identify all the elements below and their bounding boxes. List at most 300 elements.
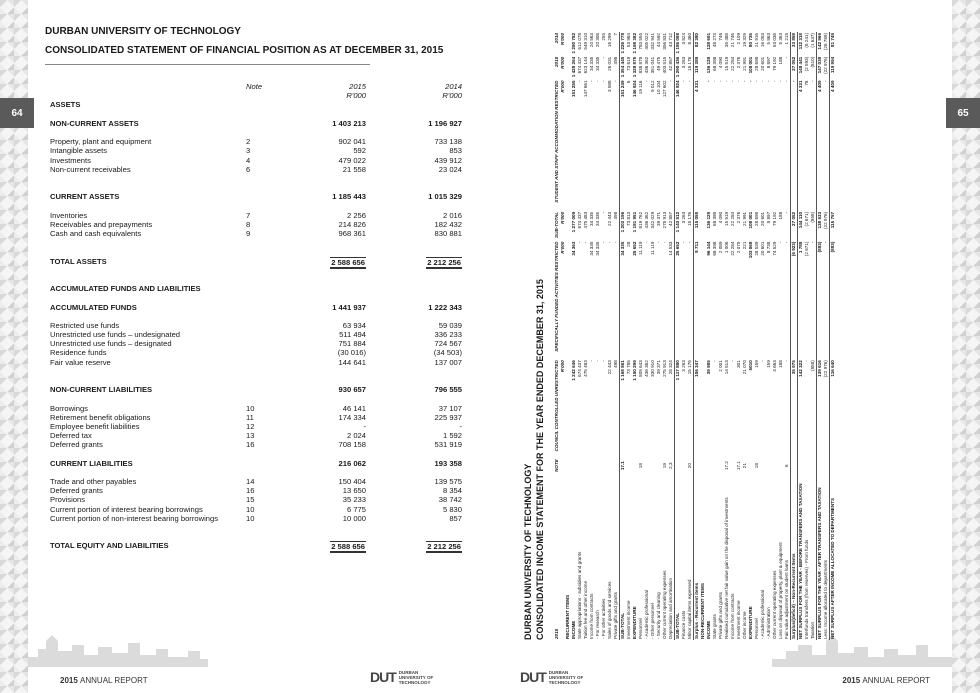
income-line-value xyxy=(830,458,837,474)
line-item-row xyxy=(50,477,462,486)
income-line-value: 53 036 xyxy=(772,33,777,48)
income-line-value: 96 144 xyxy=(706,241,711,256)
income-line-value: 674 437 xyxy=(577,56,582,74)
line-item-row xyxy=(50,459,462,468)
income-line-value: 20 563 xyxy=(589,33,594,48)
line-item-row xyxy=(50,440,462,449)
value-2015: 6 775 xyxy=(346,504,366,514)
line-item-label: TOTAL ASSETS xyxy=(50,256,107,266)
line-item-row xyxy=(50,431,462,440)
income-line-value: 498 xyxy=(613,211,618,220)
income-line-value: 136 129 xyxy=(706,211,711,229)
income-line-value: 1 226 778 xyxy=(620,32,627,56)
year-2015-header: 2015 xyxy=(349,82,366,91)
income-line-value: 44 592 xyxy=(656,33,661,48)
income-line-value: 783 555 xyxy=(638,33,643,50)
line-item-label: Current portion of non-interest bearing borrowings xyxy=(50,513,218,523)
value-2014: 1 015 329 xyxy=(428,192,462,202)
income-line-value xyxy=(791,458,798,474)
line-item-label: Current portion of interest bearing borrowings xyxy=(50,504,203,514)
income-line-value: - xyxy=(681,80,686,83)
income-col-header: NOTE xyxy=(554,459,559,473)
income-line-value: 1 006 xyxy=(724,241,729,254)
income-line-value: 73 785 xyxy=(626,360,631,375)
income-line-value: - xyxy=(730,80,735,83)
spacer-row xyxy=(50,312,462,321)
income-line-value: 15 519 xyxy=(724,211,729,226)
income-unit-header: R'000 xyxy=(560,241,565,254)
income-line-value: 15 519 xyxy=(724,56,729,71)
income-line-value: (6 923) xyxy=(791,241,798,360)
value-2015: 2 256 xyxy=(346,210,366,220)
value-2014: (34 503) xyxy=(433,348,462,358)
income-line-value: 2 376 xyxy=(736,56,741,69)
income-line-value: 35 488 xyxy=(724,33,729,48)
income-line-value: 15 176 xyxy=(687,211,692,226)
income-line-value: - xyxy=(668,80,673,83)
income-line-value: 34 335 xyxy=(589,56,594,71)
spacer-row xyxy=(50,394,462,403)
income-line-value: 115 058 xyxy=(694,211,701,241)
income-line-value: 34 335 xyxy=(595,211,600,226)
value-2015: 150 404 xyxy=(338,477,366,487)
income-line-label: Private gifts and grants xyxy=(718,592,723,639)
line-item-row xyxy=(50,358,462,367)
income-line-value: 746 xyxy=(718,33,723,41)
line-item-label: Inventories xyxy=(50,210,88,220)
income-line-value: 25 652 xyxy=(632,241,637,256)
line-item-row xyxy=(50,220,462,229)
income-col-header: COUNCIL CONTROLLED UNRESTRICTED xyxy=(554,360,559,452)
income-line-value: 35 975 xyxy=(791,359,798,458)
income-line-value: 4 331 xyxy=(798,80,805,211)
income-line-value: 1 277 009 xyxy=(571,211,576,233)
line-item-label: Borrowings xyxy=(50,403,88,413)
line-item-label: Deferred grants xyxy=(50,486,103,496)
income-line-value: 159 xyxy=(754,360,759,368)
income-line-value: 3 588 xyxy=(607,80,612,92)
income-line-value: 549 310 xyxy=(583,33,588,50)
financial-position-table xyxy=(50,82,462,551)
dut-logo-left: DUT DURBAN UNIVERSITY OF TECHNOLOGY xyxy=(370,669,434,685)
income-line-label: State appropriations - subsidies and grants xyxy=(577,551,582,639)
income-line-value: 19 329 xyxy=(742,33,747,48)
income-line-value: 22 443 xyxy=(607,360,612,375)
value-2015: 592 xyxy=(353,146,366,156)
income-line-label: Finance costs xyxy=(681,610,686,639)
income-line-value: 73 813 xyxy=(626,211,631,226)
income-line-label: Other income xyxy=(742,611,747,639)
income-line-value: 2,3 xyxy=(668,462,673,469)
income-line-value: 15 176 xyxy=(687,56,692,71)
line-item-row xyxy=(50,339,462,348)
income-unit-header: R'000 xyxy=(560,80,565,93)
income-line-label: RECURRENT ITEMS xyxy=(565,594,570,639)
income-line-value: - xyxy=(778,80,783,83)
line-item-label: Deferred grants xyxy=(50,440,103,450)
value-2015: 511 494 xyxy=(339,330,366,340)
income-line-value: 112 318 xyxy=(798,32,805,56)
income-line-value: - xyxy=(583,241,588,244)
value-2015: - xyxy=(363,421,366,431)
page-number-tab-right: 65 xyxy=(946,98,980,128)
income-line-value: 1 242 646 xyxy=(571,360,576,381)
income-line-label: Surplus/(deficit) – Non-Recurrent Items xyxy=(791,473,798,640)
income-line-value: - xyxy=(724,80,729,83)
income-line-value: - xyxy=(601,80,606,83)
line-item-row xyxy=(50,229,462,238)
income-line-label: EXPENDITURE xyxy=(632,606,637,639)
income-col-header: STUDENT AND STAFF ACCOMMODATION RESTRICTED xyxy=(554,80,559,203)
value-2015: 35 233 xyxy=(342,495,366,505)
line-item-row xyxy=(50,211,462,220)
income-line-value: 49 475 xyxy=(656,56,661,71)
line-item-row xyxy=(50,192,462,201)
line-item-row xyxy=(50,330,462,339)
value-2015: 2 024 xyxy=(346,431,366,441)
income-line-value: 356 831 xyxy=(662,33,667,50)
income-line-value: 1 181 951 xyxy=(632,211,637,233)
value-2014: 2 016 xyxy=(442,210,462,220)
line-item-row xyxy=(50,119,462,128)
income-line-value: 6 xyxy=(626,80,631,84)
line-item-row xyxy=(50,413,462,422)
spacer-row xyxy=(50,128,462,137)
income-line-value: - xyxy=(810,80,815,83)
income-line-value: - xyxy=(681,241,686,244)
income-line-value: - xyxy=(644,80,649,83)
income-line-value: 8 711 xyxy=(694,241,701,360)
income-line-value: 103 068 xyxy=(748,241,753,259)
income-line-label: Surplus - Recurrent items xyxy=(694,473,701,640)
income-line-value: 1 328 875 xyxy=(632,56,637,78)
line-item-label: CURRENT ASSETS xyxy=(50,192,120,202)
income-line-value: 4 409 xyxy=(817,80,824,211)
income-line-value: 1 280 782 xyxy=(571,33,576,54)
income-line-value: 43 712 xyxy=(668,33,673,48)
income-line-value: 16 053 xyxy=(760,33,765,48)
income-line-label: SUB-TOTAL xyxy=(620,473,627,640)
spacer-row xyxy=(50,238,462,247)
income-line-value: 674 437 xyxy=(577,211,582,229)
income-line-value: 20 308 xyxy=(595,33,600,48)
line-item-label: Deferred tax xyxy=(50,431,92,441)
income-line-value: - xyxy=(804,360,809,362)
income-line-value: 8 897 xyxy=(766,56,771,69)
income-line-value: 74 529 xyxy=(772,241,777,256)
value-2014: 59 039 xyxy=(438,320,462,330)
line-item-note: 16 xyxy=(246,486,255,496)
income-line-value: 1 186 098 xyxy=(675,32,682,56)
value-2014: 182 432 xyxy=(434,219,462,229)
line-item-label: Provisions xyxy=(50,495,86,505)
income-line-value: 405 022 xyxy=(644,33,649,50)
line-item-note: 16 xyxy=(246,440,255,450)
income-line-value: 21 746 xyxy=(730,33,735,48)
line-item-note: 12 xyxy=(246,421,255,431)
income-line-value: - xyxy=(748,80,753,83)
income-line-value: 33 858 xyxy=(791,32,798,56)
income-line-row xyxy=(791,32,798,640)
income-line-value: 159 xyxy=(766,360,771,368)
income-line-value: - xyxy=(760,80,765,83)
line-item-note: 2 xyxy=(246,137,251,147)
income-line-value: 22 284 xyxy=(730,211,735,226)
income-line-value: - xyxy=(613,80,618,83)
income-line-value: 11 119 xyxy=(650,241,655,255)
unit-header-row xyxy=(50,91,462,100)
line-item-label: ACCUMULATED FUNDS xyxy=(50,302,137,312)
income-line-value: 139 616 xyxy=(817,359,824,458)
income-line-label: Loss on disposal of property, plant & equipment xyxy=(778,542,783,639)
income-line-value: 20 601 xyxy=(760,211,765,226)
line-item-label: Cash and cash equivalents xyxy=(50,229,142,238)
income-line-value: 8 897 xyxy=(766,211,771,224)
line-item-label: Property, plant and equipment xyxy=(50,137,152,147)
line-item-label: Investments xyxy=(50,155,91,165)
income-line-label: NET SURPLUS FOR THE YEAR - AFTER TRANSFERS AND TAXATION xyxy=(817,473,824,640)
income-line-label: Private gifts and grants xyxy=(613,592,618,639)
value-2014: 857 xyxy=(449,513,462,523)
income-line-value: - xyxy=(760,360,765,362)
income-line-label: Fair value adjustment on student loans xyxy=(784,560,789,639)
income-line-value: 1 428 264 xyxy=(571,56,576,78)
value-2015: 751 884 xyxy=(338,339,366,349)
income-line-value: 28 324 xyxy=(668,360,673,375)
income-line-value: 18 xyxy=(754,463,759,469)
income-line-value: 128 691 xyxy=(706,33,711,50)
income-line-value: 20 601 xyxy=(760,56,765,71)
value-2014: 5 830 xyxy=(442,504,462,514)
income-line-value: 21 991 xyxy=(742,56,747,71)
spacer-row xyxy=(50,266,462,275)
income-line-value: 119 389 xyxy=(694,56,701,80)
income-line-value: 5 863 xyxy=(766,33,771,45)
income-line-value: 275 913 xyxy=(662,360,667,377)
title-divider xyxy=(45,64,370,65)
value-2015: 902 041 xyxy=(338,137,366,147)
line-item-row xyxy=(50,348,462,357)
income-line-value: - xyxy=(613,241,618,244)
income-line-value: 28 539 xyxy=(754,241,759,256)
income-line-value: 1 117 880 xyxy=(675,359,682,458)
income-line-value: - xyxy=(766,80,771,83)
income-line-value: 7 xyxy=(613,33,618,36)
value-2015: 216 062 xyxy=(338,458,366,468)
income-line-value: 119 994 xyxy=(830,56,837,80)
income-line-value: 21 070 xyxy=(742,360,747,375)
income-line-label: INCOME xyxy=(706,620,711,639)
income-statement-rotated xyxy=(523,30,943,640)
income-line-value: 53 984 xyxy=(626,33,631,48)
value-2014: 137 007 xyxy=(434,357,462,367)
line-item-label: CURRENT LIABILITIES xyxy=(50,458,133,468)
income-line-value: - xyxy=(784,360,789,362)
line-item-label: Restricted use funds xyxy=(50,320,120,330)
income-line-value: 108 001 xyxy=(748,56,753,74)
income-line-value: 255 xyxy=(601,33,606,41)
income-line-label: - Academic professional xyxy=(644,590,649,639)
value-2015: 2 588 656 xyxy=(331,257,365,267)
income-line-value: 301 xyxy=(736,360,741,368)
value-2015: 1 441 937 xyxy=(332,302,366,312)
income-line-value: (22 976) xyxy=(823,360,828,378)
income-line-value: 436 362 xyxy=(644,211,649,229)
income-line-value: 81 749 xyxy=(830,32,837,56)
line-item-label: Retirement benefit obligations xyxy=(50,412,151,422)
income-line-value: 188 xyxy=(778,360,783,368)
value-2015: 46 141 xyxy=(342,403,366,413)
income-line-value: 34 335 xyxy=(589,241,594,256)
income-line-value: (26 789) xyxy=(823,33,828,51)
income-line-label: NET SURPLUS AFTER INCOME ALLOCATED TO DEPARTMENTS xyxy=(830,473,837,640)
line-item-row xyxy=(50,165,462,174)
line-item-label: ASSETS xyxy=(50,100,81,110)
value-2015: 144 641 xyxy=(338,357,366,367)
income-line-value: 332 941 xyxy=(650,33,655,50)
income-col-header: SUB-TOTAL xyxy=(554,211,559,238)
line-item-label: Receivables and prepayments xyxy=(50,219,153,229)
income-line-value: 1 203 196 xyxy=(620,211,627,241)
income-line-value: 18 xyxy=(638,463,643,469)
income-line-value: (2 593) xyxy=(804,56,809,72)
income-line-value: 138 633 xyxy=(817,211,824,241)
income-line-label: - Administration xyxy=(766,607,771,639)
income-line-value: 21 916 xyxy=(754,33,759,48)
value-2015: 21 558 xyxy=(342,164,366,174)
line-item-label: NON-CURRENT LIABILITIES xyxy=(50,385,153,395)
value-2014: 2 212 256 xyxy=(427,542,461,552)
value-2014: 1 222 343 xyxy=(428,302,462,312)
value-2014: 139 575 xyxy=(434,477,462,487)
income-line-value: 39 985 xyxy=(706,360,711,375)
income-statement-title: CONSOLIDATED INCOME STATEMENT FOR THE YEAR ENDED DECEMBER 31, 2015 xyxy=(535,279,545,640)
income-line-value: - xyxy=(778,241,783,244)
income-line-label: - Other personnel xyxy=(650,603,655,639)
income-line-value: 11 119 xyxy=(638,241,643,255)
line-item-label: ACCUMULATED FUNDS AND LIABILITIES xyxy=(50,284,201,294)
income-line-value: 127 602 xyxy=(662,80,667,98)
income-line-value: 498 xyxy=(613,360,618,368)
income-line-value: 42 857 xyxy=(668,56,673,71)
income-line-value: 34 335 xyxy=(589,211,594,226)
income-line-value: 19 xyxy=(662,463,667,469)
income-line-value: 82 380 xyxy=(694,32,701,56)
income-line-value: 22 443 xyxy=(607,211,612,226)
income-line-value: (22 976) xyxy=(823,56,828,74)
income-unit-header: R'000 xyxy=(560,56,565,69)
income-line-value: 498 xyxy=(613,56,618,65)
income-line-value: 115 757 xyxy=(830,211,837,241)
value-2014: 8 354 xyxy=(442,486,462,496)
line-item-row xyxy=(50,541,462,550)
income-line-value: 39 371 xyxy=(656,360,661,375)
income-line-label: NON-RECURRENT ITEMS xyxy=(700,583,705,639)
income-line-value: 27 052 xyxy=(791,211,798,241)
income-line-value: 147 038 xyxy=(817,56,824,80)
income-line-value: - xyxy=(784,56,789,59)
line-item-label: Non-current receivables xyxy=(50,164,131,174)
line-item-label: Employee benefit liabilities xyxy=(50,421,140,431)
income-line-value: 144 110 xyxy=(798,211,805,241)
income-line-value: 1 354 445 xyxy=(620,56,627,80)
income-line-value: - xyxy=(662,241,667,244)
income-line-value: - xyxy=(706,80,711,83)
income-line-value: - xyxy=(791,80,798,211)
income-line-value: - xyxy=(736,80,741,83)
income-line-value: 78 xyxy=(804,80,809,86)
line-item-note: 7 xyxy=(246,210,251,220)
value-2014: 830 881 xyxy=(434,229,462,238)
spacer-row xyxy=(50,376,462,385)
value-2014: 193 358 xyxy=(434,458,462,468)
income-line-value: 14 513 xyxy=(724,360,729,375)
line-item-row xyxy=(50,486,462,495)
income-line-value: 188 xyxy=(778,211,783,220)
income-line-value: - xyxy=(784,241,789,244)
income-line-value: 68 398 xyxy=(712,211,717,226)
value-2014: 2 212 256 xyxy=(427,257,461,267)
line-item-label: Fair value reserve xyxy=(50,357,111,367)
line-item-note: 11 xyxy=(246,412,254,422)
value-2015: 968 361 xyxy=(338,229,366,238)
income-line-value: (1 637) xyxy=(810,33,815,48)
value-2014: 225 937 xyxy=(434,412,462,422)
line-item-note: 6 xyxy=(246,164,251,174)
income-line-value: 39 371 xyxy=(656,211,661,226)
line-item-row xyxy=(50,100,462,109)
value-2014: 37 107 xyxy=(438,403,462,413)
income-line-value: - xyxy=(772,80,777,83)
value-2015: 479 022 xyxy=(338,155,366,165)
spacer-row xyxy=(50,174,462,183)
income-line-value: - xyxy=(810,241,815,244)
income-line-label: - Security and cleaning xyxy=(656,592,661,639)
line-item-note: 13 xyxy=(246,431,255,441)
income-line-value: - xyxy=(589,80,594,83)
income-line-value: 6 xyxy=(784,464,789,467)
spacer-row xyxy=(50,468,462,477)
income-line-value: - xyxy=(687,241,692,244)
income-col-header: 2015 xyxy=(554,628,559,639)
value-2014: 1 592 xyxy=(442,431,462,441)
spacer-row xyxy=(50,293,462,302)
income-line-value: - xyxy=(644,241,649,244)
income-line-value: 151 255 xyxy=(571,80,576,98)
income-line-row xyxy=(830,32,837,640)
income-line-label: Tuition fee and other income xyxy=(583,580,588,639)
income-line-value: 674 437 xyxy=(577,360,582,377)
income-unit-header: R'000 xyxy=(560,211,565,224)
income-line-value: 1 290 436 xyxy=(675,56,682,80)
value-2014: 336 233 xyxy=(434,330,462,340)
income-line-value: - xyxy=(601,241,606,244)
line-item-note: 10 xyxy=(246,403,255,413)
income-unit-header: R'000 xyxy=(560,33,565,46)
income-line-value: 8 738 xyxy=(766,241,771,254)
line-item-row xyxy=(50,257,462,266)
income-line-value: 330 910 xyxy=(650,360,655,377)
income-line-value: 19 116 xyxy=(638,80,643,95)
income-line-value: 9 012 xyxy=(650,80,655,92)
income-line-value: - xyxy=(577,241,582,244)
income-line-value: 22 284 xyxy=(730,241,735,256)
income-line-value: 1 215 xyxy=(784,33,789,45)
income-line-value: 1 788 xyxy=(798,241,805,360)
income-line-value: 28 698 xyxy=(754,56,759,71)
income-line-value: 8 460 xyxy=(687,33,692,45)
spacer-row xyxy=(50,110,462,119)
